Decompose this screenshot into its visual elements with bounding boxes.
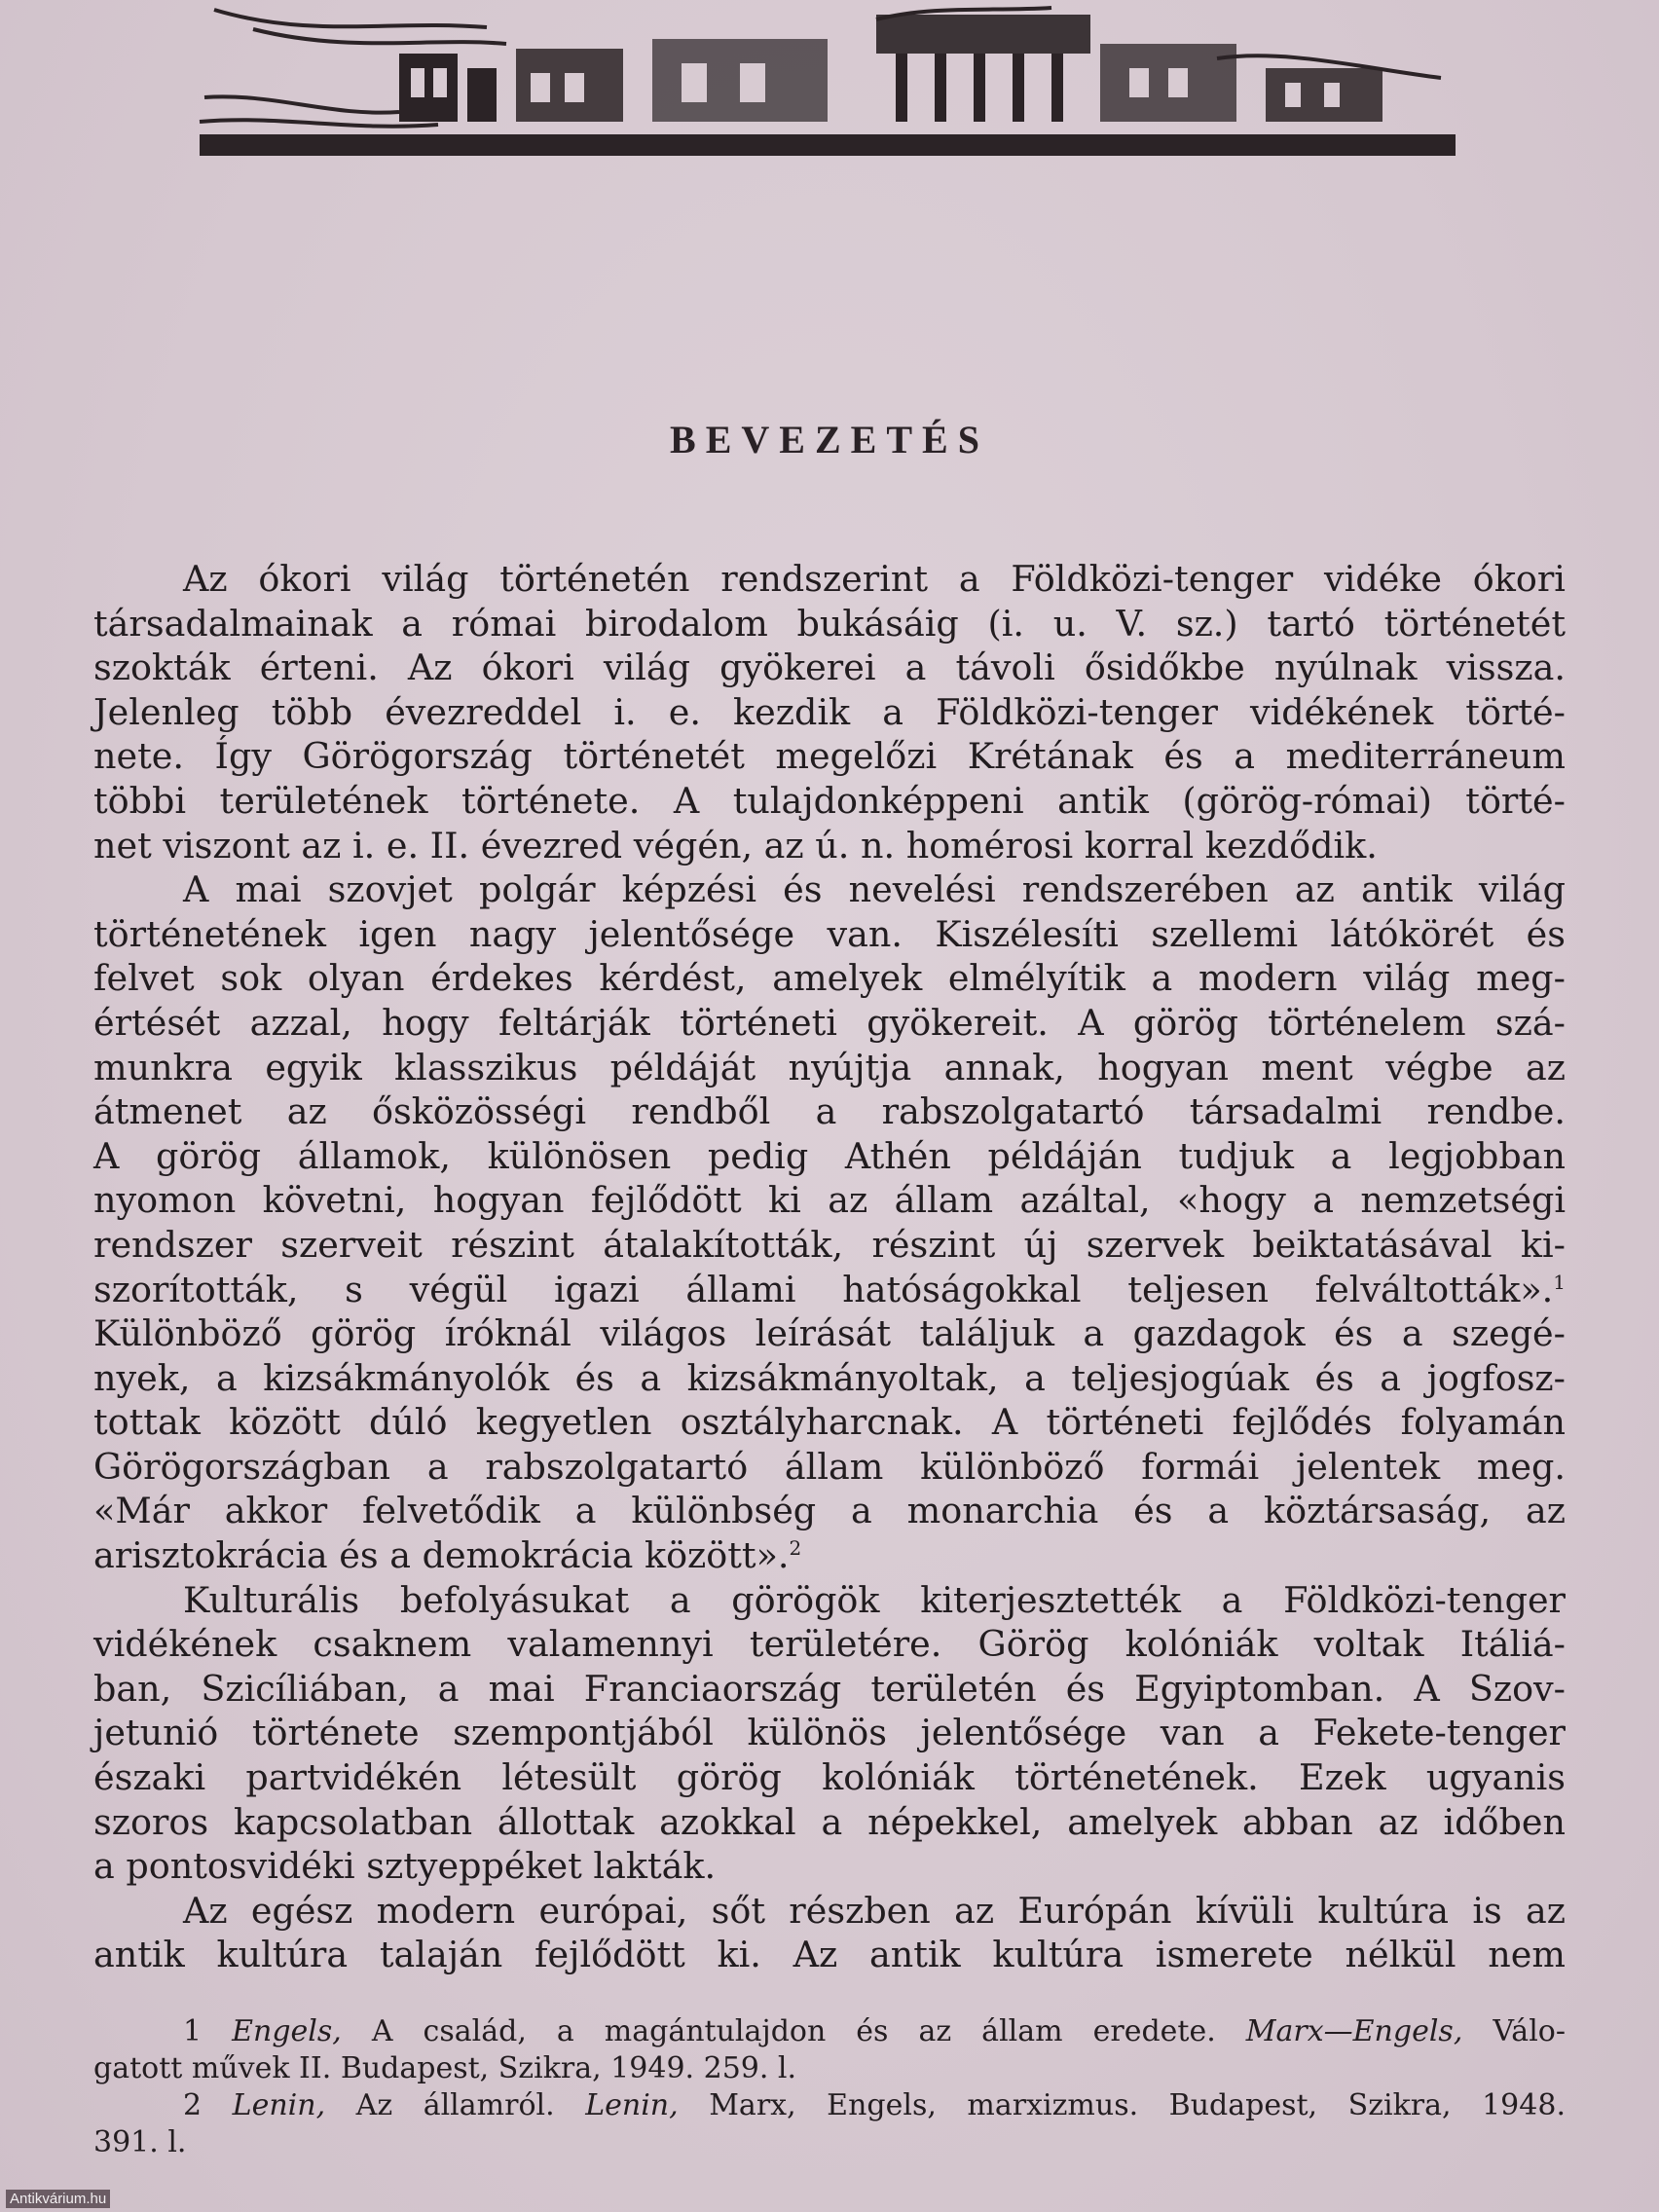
text-segment: arisztokrácia és a demokrácia között». <box>93 1534 790 1577</box>
text-line: szokták érteni. Az ókori világ gyökerei a távoli ősidőkbe nyúlnak vissza. <box>93 646 1566 689</box>
footnote-number: 1 <box>183 2014 203 2048</box>
text-line: vidékének csaknem valamennyi területére. Görög kolóniák voltak Itáliá- <box>93 1623 1566 1666</box>
text-line: Jelenleg több évezreddel i. e. kezdik a Földközi-tenger vidékének törté- <box>93 690 1566 733</box>
footnote-1 <box>93 2013 1566 2050</box>
acropolis-illustration <box>195 0 1460 166</box>
text-line: átmenet az ősközösségi rendből a rabszolgatartó társadalmi rendbe. <box>93 1090 1566 1133</box>
text-line: északi partvidékén létesült görög kolóniák történetének. Ezek ugyanis <box>93 1756 1566 1799</box>
text-line-with-footnote <box>93 1533 1566 1578</box>
footnote-text: Az államról. <box>325 2088 586 2122</box>
text-line: szoros kapcsolatban állottak azokkal a népekkel, amelyek abban az időben <box>93 1800 1566 1843</box>
text-line: A görög államok, különösen pedig Athén példáján tudjuk a legjobban <box>93 1134 1566 1177</box>
footnote-text: Válo- <box>1462 2014 1566 2048</box>
watermark: Antikvárium.hu <box>6 2190 110 2208</box>
text-line: nyek, a kizsákmányolók és a kizsákmányoltak, a teljesjogúak és a jogfosz- <box>93 1356 1566 1399</box>
text-line: ban, Szicíliában, a mai Franciaország területén és Egyiptomban. A Szov- <box>93 1667 1566 1710</box>
text-line: munkra egyik klasszikus példáját nyújtja annak, hogyan ment végbe az <box>93 1046 1566 1088</box>
text-line: Görögországban a rabszolgatartó állam különböző formái jelentek meg. <box>93 1445 1566 1488</box>
text-line-with-footnote <box>93 1268 1566 1312</box>
footnote-text: Marx, Engels, marxizmus. Budapest, Szikra, 1948. <box>678 2088 1566 2122</box>
footnote-author: Lenin, <box>585 2088 679 2122</box>
footnote-number: 2 <box>183 2088 203 2122</box>
text-line: tottak között dúló kegyetlen osztályharcnak. A történeti fejlődés folyamán <box>93 1401 1566 1444</box>
footnote-text: A család, a magántulajdon és az állam eredete. <box>341 2014 1246 2048</box>
footnotes <box>93 2013 1566 2161</box>
footnote-author: Marx—Engels, <box>1245 2014 1463 2048</box>
footnote-1-continued: gatott művek II. Budapest, Szikra, 1949. 259. l. <box>93 2051 797 2085</box>
text-line: Kulturális befolyásukat a görögök kiterjesztették a Földközi-tenger <box>183 1578 1566 1621</box>
footnote-author: Lenin, <box>232 2088 326 2122</box>
text-line: Különböző görög íróknál világos leírását találjuk a gazdagok és a szegé- <box>93 1312 1566 1355</box>
text-line: rendszer szerveit részint átalakították, részint új szervek beiktatásával ki- <box>93 1223 1566 1266</box>
footnote-2-continued: 391. l. <box>93 2125 187 2159</box>
footnote-2 <box>93 2087 1566 2124</box>
footnote-marker: 2 <box>789 1535 802 1560</box>
text-line: net viszont az i. e. II. évezred végén, az ú. n. homérosi korral kezdődik. <box>93 824 1378 866</box>
text-line: a pontosvidéki sztyeppéket lakták. <box>93 1845 717 1888</box>
text-line: Az egész modern európai, sőt részben az Európán kívüli kultúra is az <box>183 1889 1566 1932</box>
footnote-author: Engels, <box>232 2014 342 2048</box>
text-line: jetunió története szempontjából különös jelentősége van a Fekete-tenger <box>93 1712 1566 1754</box>
text-line: Az ókori világ történetén rendszerint a Földközi-tenger vidéke ókori <box>183 558 1566 600</box>
page-title: BEVEZETÉS <box>670 418 989 461</box>
text-line: «Már akkor felvetődik a különbség a monarchia és a köztársaság, az <box>93 1490 1566 1532</box>
text-line: társadalmainak a római birodalom bukásáig (i. u. V. sz.) tartó történetét <box>93 602 1566 645</box>
text-line: antik kultúra talaján fejlődött ki. Az antik kultúra ismerete nélkül nem <box>93 1934 1566 1976</box>
text-segment: szorították, s végül igazi állami hatóságokkal teljesen felváltották». <box>93 1268 1554 1310</box>
text-line: nete. Így Görögország történetét megelőzi Krétának és a mediterráneum <box>93 735 1566 778</box>
footnote-marker: 1 <box>1553 1270 1566 1294</box>
body-text <box>93 557 1566 1977</box>
text-line: nyomon követni, hogyan fejlődött ki az állam azáltal, «hogy a nemzetségi <box>93 1179 1566 1222</box>
text-line: többi területének története. A tulajdonképpeni antik (görög-római) törté- <box>93 779 1566 822</box>
text-line: történetének igen nagy jelentősége van. Kiszélesíti szellemi látókörét és <box>93 912 1566 955</box>
text-line: értését azzal, hogy feltárják történeti gyökereit. A görög történelem szá- <box>93 1001 1566 1044</box>
text-line: A mai szovjet polgár képzési és nevelési rendszerében az antik világ <box>183 868 1566 911</box>
text-line: felvet sok olyan érdekes kérdést, amelyek elmélyítik a modern világ meg- <box>93 957 1566 1000</box>
